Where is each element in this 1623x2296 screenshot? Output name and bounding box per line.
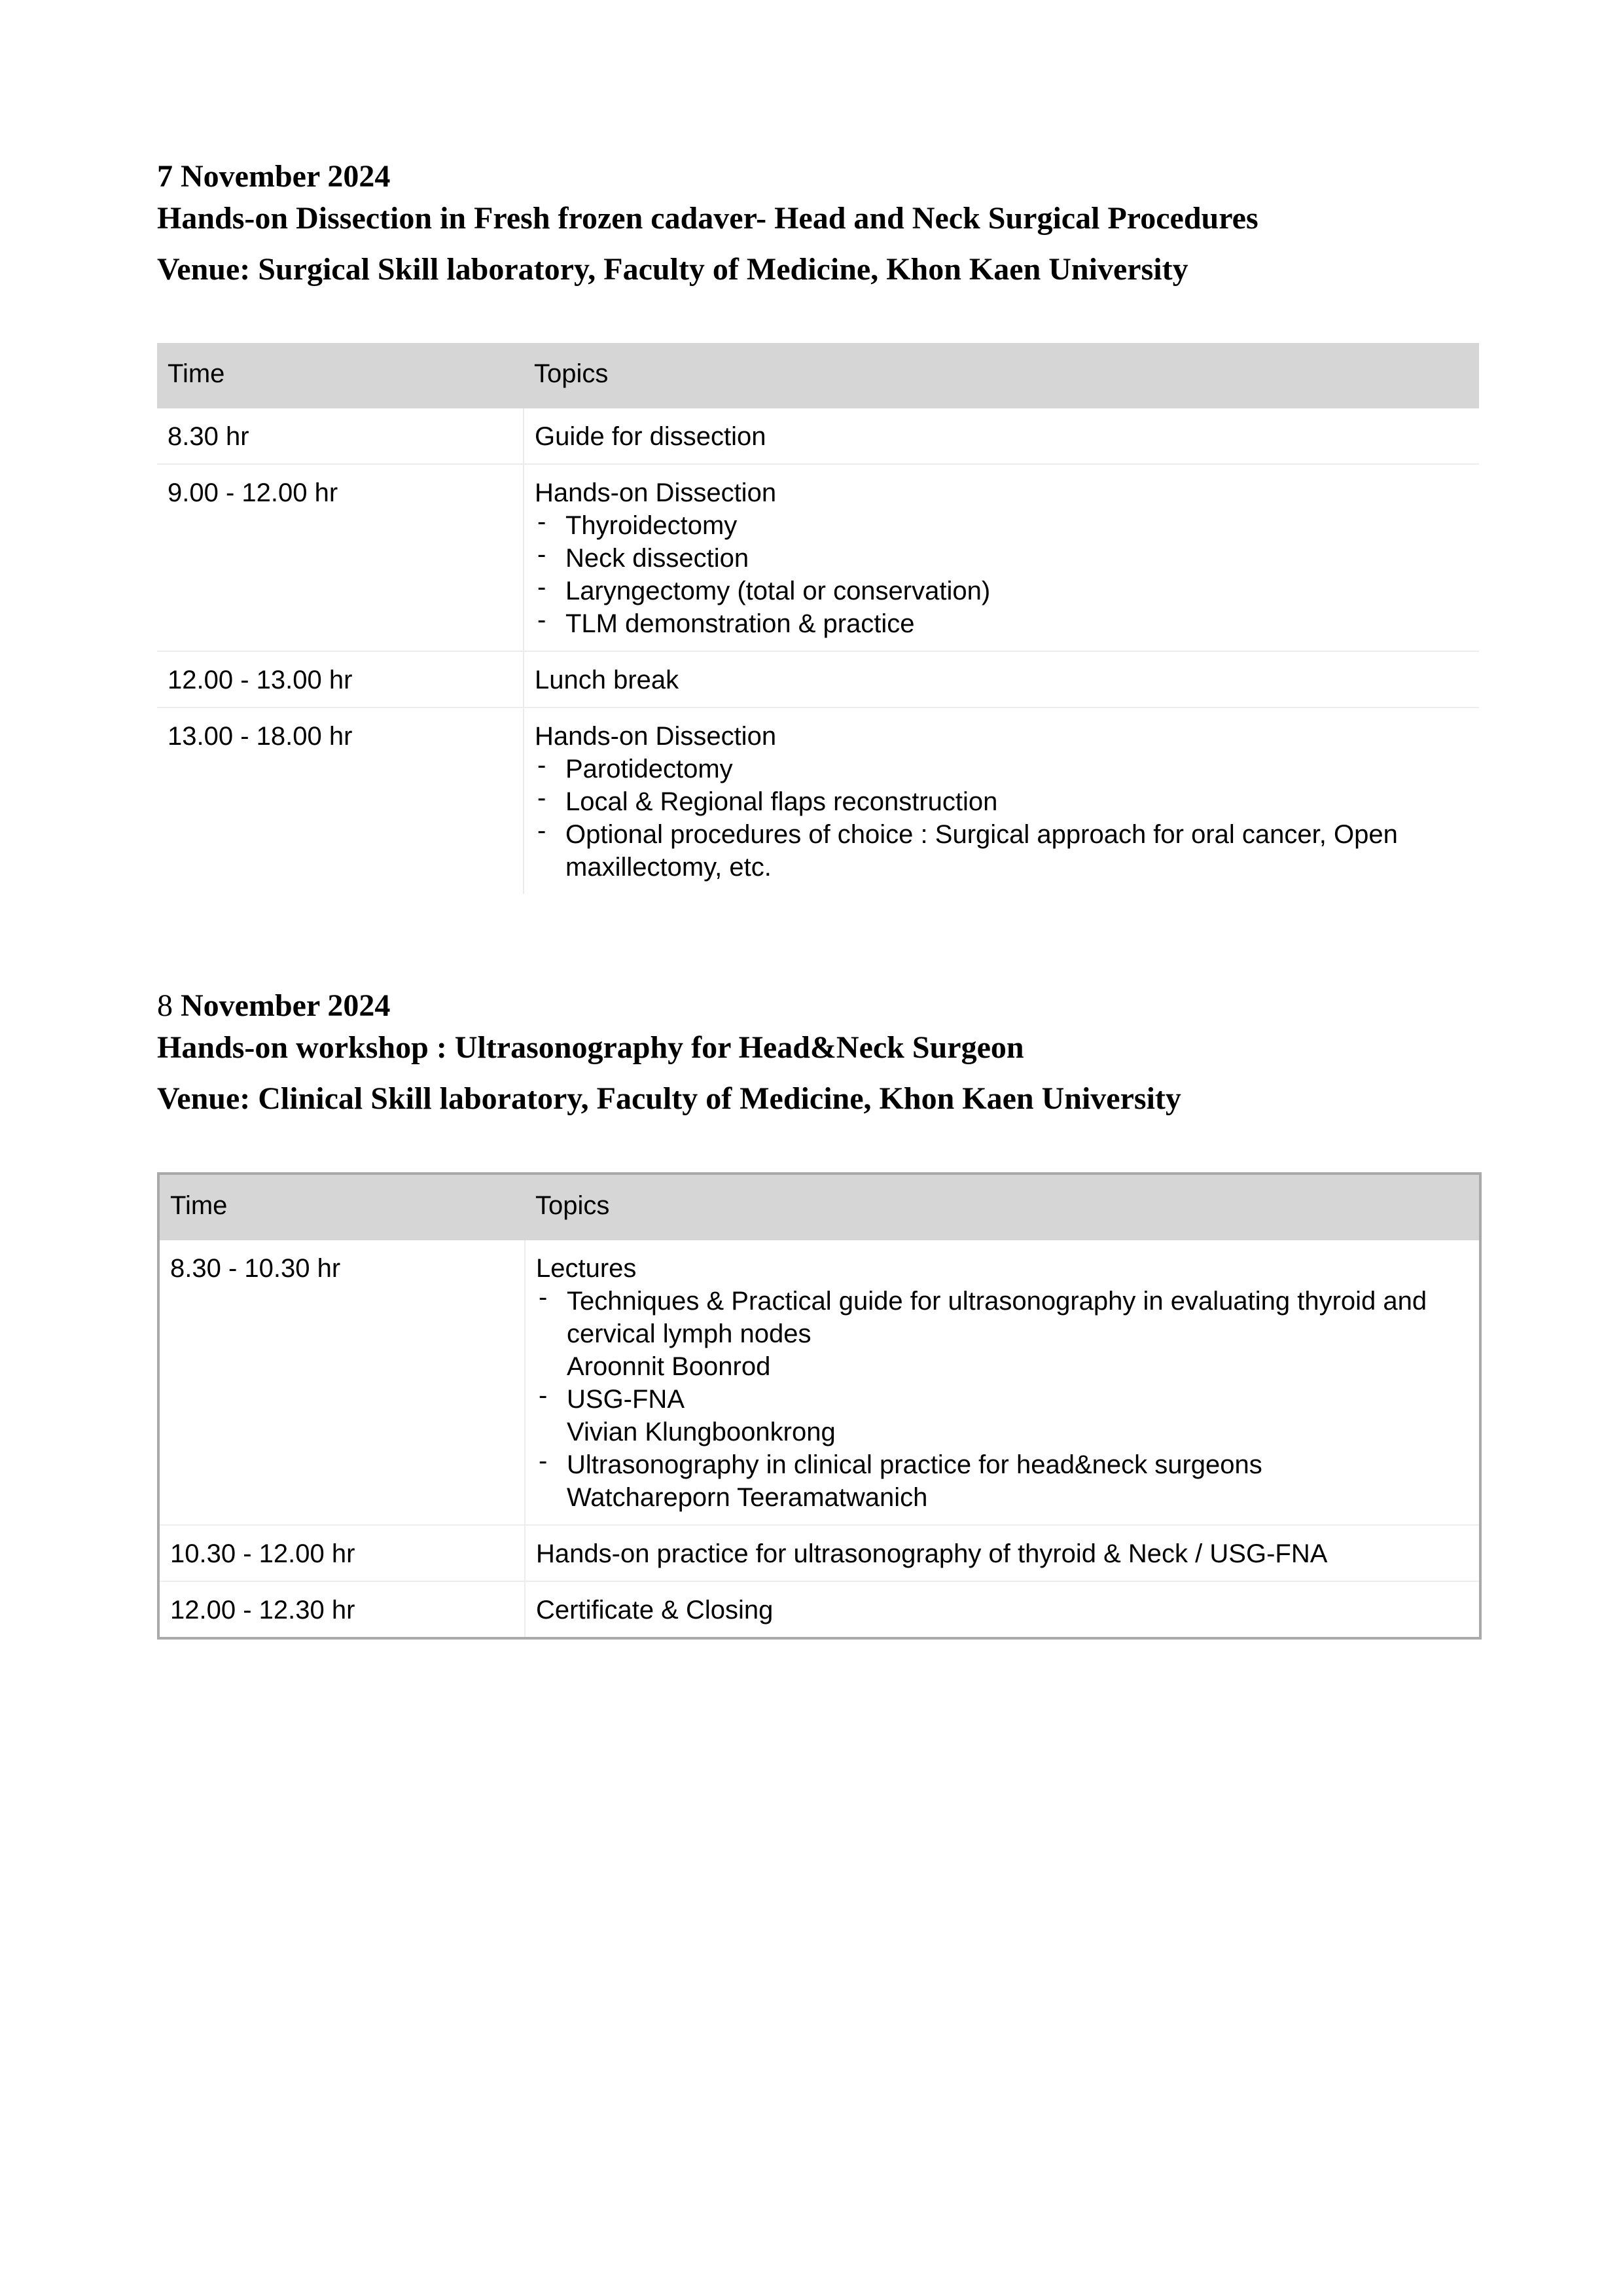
speaker-name: Watchareporn Teeramatwanich [567,1483,928,1512]
speaker-name: Vivian Klungboonkrong [567,1418,836,1446]
list-item [536,1448,1469,1514]
time-cell: 8.30 hr [157,408,524,464]
list-item: - Thyroidectomy [535,509,1469,542]
topic-cell [525,1525,1480,1581]
list-item: - Local & Regional flaps reconstruction [535,785,1469,818]
topic-title: Hands-on Dissection [535,478,777,507]
list-item: - Laryngectomy (total or conservation) [535,575,1469,607]
list-item: - TLM demonstration & practice [535,607,1469,640]
table-row [157,408,1479,464]
time-cell: 8.30 - 10.30 hr [158,1240,525,1525]
time-cell: 12.00 - 13.00 hr [157,651,524,708]
list-item [536,1383,1469,1448]
lecture-title: - Techniques & Practical guide for ultrasonography in evaluating thyroid and cervical lymph nodes [567,1287,1427,1348]
table-row [157,464,1479,651]
topic-title: Guide for dissection [535,422,766,451]
day2-section [157,985,1479,1640]
list-item [536,1285,1469,1383]
time-cell: 13.00 - 18.00 hr [168,722,353,751]
topic-title: Lectures [536,1254,637,1283]
day1-schedule-table [157,343,1479,894]
list-item: - Parotidectomy [535,753,1469,785]
topic-title: Lunch break [535,666,679,694]
time-cell: 10.30 - 12.00 hr [158,1525,525,1581]
day2-date-rest: November 2024 [181,988,391,1023]
topic-cell [524,651,1479,708]
day1-title: Hands-on Dissection in Fresh frozen cadaver- Head and Neck Surgical Procedures [157,201,1258,236]
table-row [158,1581,1480,1638]
topic-cell [524,708,1479,894]
topics-column-header: Topics [524,343,1479,408]
topic-title: Hands-on practice for ultrasonography of thyroid & Neck / USG-FNA [536,1539,1328,1568]
procedure-list [535,509,1469,640]
topic-cell [525,1581,1480,1638]
table-header-row [158,1174,1480,1240]
table-header-row [157,343,1479,408]
day1-date: 7 November 2024 [157,159,391,194]
day2-date [157,985,1479,1027]
lecture-title: - Ultrasonography in clinical practice for head&neck surgeons [567,1450,1262,1479]
procedure-list [535,753,1469,884]
day2-venue: Venue: Clinical Skill laboratory, Faculty of Medicine, Khon Kaen University [157,1081,1181,1116]
topic-cell [524,408,1479,464]
table-row [157,708,1479,894]
topic-title: Certificate & Closing [536,1596,774,1624]
topic-title: Hands-on Dissection [535,722,777,751]
topics-column-header: Topics [525,1174,1480,1240]
list-item: - Neck dissection [535,542,1469,575]
table-row [157,651,1479,708]
day2-title: Hands-on workshop : Ultrasonography for Head&Neck Surgeon [157,1030,1024,1065]
day1-venue: Venue: Surgical Skill laboratory, Faculty of Medicine, Khon Kaen University [157,252,1188,287]
list-item: - Optional procedures of choice : Surgical approach for oral cancer, Open maxillectomy, etc. [535,818,1469,884]
speaker-name: Aroonnit Boonrod [567,1352,771,1381]
time-cell: 9.00 - 12.00 hr [157,464,524,651]
time-column-header: Time [157,343,524,408]
topic-cell [525,1240,1480,1525]
day1-section [157,156,1479,894]
table-row [158,1525,1480,1581]
lecture-title: - USG-FNA [567,1385,685,1414]
lecture-list [536,1285,1469,1514]
table-row [158,1240,1480,1525]
day2-schedule-table [157,1172,1482,1640]
time-cell: 12.00 - 12.30 hr [170,1596,355,1624]
day2-date-number: 8 [157,988,173,1023]
time-column-header: Time [158,1174,525,1240]
topic-cell [524,464,1479,651]
